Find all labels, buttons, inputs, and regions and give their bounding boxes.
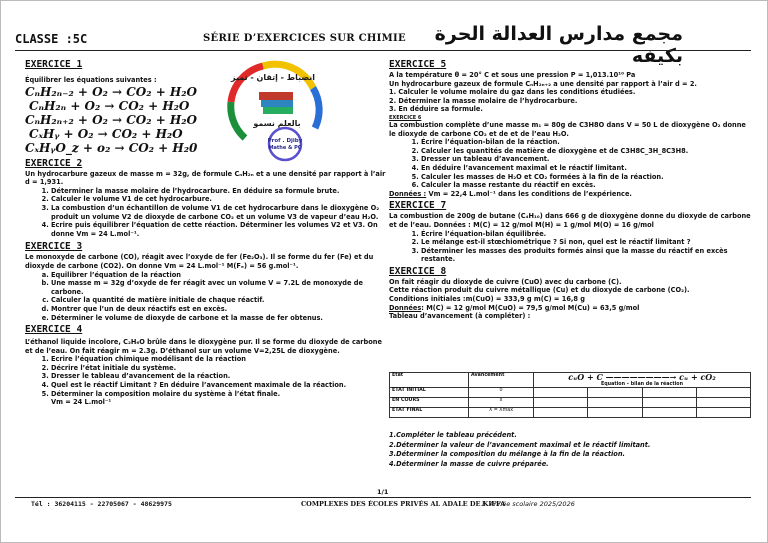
ex8-line3: Conditions initiales :m(CuO) = 333,9 g m(C) = 16,8 g — [389, 295, 586, 304]
footer-complex: COMPLEXES DES ÉCOLES PRIVÉS AL ADALE DE KIFFA — [301, 500, 506, 508]
table-row-state: EN COURS — [390, 398, 469, 408]
ex3-qb: b. Une masse m = 32g d’oxyde de fer réagit avec un volume V = 7.2L de monoxyde de carbone. — [51, 279, 387, 296]
ex2-q4: 4. Ecrire puis équilibrer l’équation de cette réaction. Déterminer les volumes V2 et V3. On donne Vm = 24 L.mol⁻¹. — [51, 221, 387, 238]
ex8-q3: 3.Déterminer la composition du mélange à la fin de la réaction. — [389, 450, 626, 459]
ex2-title: EXERCICE 2 — [25, 157, 83, 169]
ex6-q4: 4. En déduire l’avancement maximal et le réactif limitant. — [421, 164, 751, 173]
logo-prof: Prof . Djiby — [267, 138, 303, 144]
ex4-intro: L’éthanol liquide incolore, C₂H₆O brûle dans le dioxygène pur. Il se forme du dioxyde de carbone et de l’eau. On fait réagir m = 2.3g. D’éthanol sur un volume V=2,25L de dioxygène. — [25, 338, 382, 355]
ex7-q3: 3. Déterminer les masses des produits formés ainsi que la masse du réactif en excès restante. — [421, 247, 751, 264]
table-equation-caption: Equation – bilan de la réaction — [600, 382, 684, 387]
table-equation: cᵤO + C ————————→ cᵤ + cO₂ — [568, 372, 716, 382]
ex3-qd: d. Montrer que l’un de deux réactifs est en excès. — [51, 305, 387, 314]
ex7-title: EXERCICE 7 — [389, 200, 447, 212]
ex8-q2: 2.Déterminer la valeur de l’avancement maximal et le réactif limitant. — [389, 440, 651, 449]
advancement-table — [389, 372, 751, 418]
ex4-q5: 5. Déterminer la composition molaire du système à l’état finale. — [51, 390, 387, 399]
ex6-title: EXERCICE 6 — [389, 114, 422, 121]
ex8-line2: Cette réaction produit du cuivre métallique (Cu) et du dioxyde de carbone (CO₂). — [389, 286, 690, 295]
school-name-arabic: مجمع مدارس العدالة الحرة بكيفه — [434, 23, 683, 67]
ex2-questions — [25, 187, 387, 239]
ex3-title: EXERCICE 3 — [25, 241, 83, 253]
ex2-q3: 3. La combustion d’un échantillon de volume V1 de cet hydrocarbure dans le dioxygène O₂ produit un volume V2 de dioxyde de carbone CO₂ et un volume V3 de vapeur d’eau H₂O. — [51, 204, 387, 221]
ex2-intro: Un hydrocarbure gazeux de masse m = 32g, de formule CₙH₂ₙ et a une densité par rapport à l’air d = 1,931. — [25, 169, 386, 187]
series-title: SÉRIE D’EXERCICES SUR CHIMIE — [203, 33, 406, 44]
footer-rule — [15, 497, 751, 498]
table-row-adv: 0 — [469, 388, 534, 398]
ex7-questions — [389, 230, 751, 264]
table-header-state: Etat — [390, 373, 469, 388]
ex6-q1: 1. Écrire l’équation-bilan de la réaction. — [421, 138, 751, 147]
school-logo — [223, 58, 325, 166]
table-header-advancement: Avancement — [469, 373, 534, 388]
table-row — [390, 408, 751, 418]
ex1-intro: Équilibrer les équations suivantes : — [25, 76, 157, 84]
logo-motto: بالعلم نسمو — [253, 119, 301, 128]
footer-year: 1- Année scolaire 2025/2026 — [481, 500, 575, 508]
class-label: CLASSE :5C — [15, 32, 88, 46]
ex8-q4: 4.Déterminer la masse de cuivre préparée. — [389, 459, 549, 468]
ex1-eq-2: CₙH₂ₙ + O₂ → CO₂ + H₂O — [29, 98, 190, 113]
ex5-q3: 3. En déduire sa formule. — [389, 105, 483, 114]
ex7-intro: La combustion de 200g de butane (C₄H₁₀) dans 666 g de dioxygène donne du dioxyde de carbone et de l’eau. Données : M(C) = 12 g/mol M(H) = 1 g/mol M(O) = 16 g/mol — [389, 212, 751, 229]
ex4-q3: 3. Dresser le tableau d’avancement de la réaction. — [51, 372, 387, 381]
ex8-data-label: Données — [389, 303, 422, 312]
ex8-line1: On fait réagir du dioxyde de cuivre (CuO) avec du carbone (C). — [389, 277, 622, 286]
ex5-q1: 1. Calculer le volume molaire du gaz dans les conditions étudiées. — [389, 88, 636, 97]
ex4-data: Vm = 24 L.mol⁻¹ — [51, 398, 112, 407]
ex4-questions — [25, 355, 387, 398]
logo-slogan: انضباط - إتقان - تميز — [231, 73, 315, 82]
ex5-line1: A la température θ = 20° C et sous une pression P = 1,013.10¹⁰ Pa — [389, 71, 636, 79]
right-column — [389, 57, 751, 321]
ex6-questions — [389, 138, 751, 190]
header-rule — [15, 50, 751, 51]
ex3-qc: c. Calculer la quantité de matière initiale de chaque réactif. — [51, 296, 387, 305]
book-icon — [259, 92, 293, 100]
ex2-q2: 2. Calculer le volume V1 de cet hydrocarbure. — [51, 195, 387, 204]
ex6-q2: 2. Calculer les quantités de matière de dioxygène et de C3H8C_3H_8C3H8. — [421, 147, 751, 156]
ex8-q1: 1.Compléter le tableau précédent. — [389, 431, 517, 439]
ex3-questions — [25, 271, 387, 323]
footer-tel: Tél : 36204115 - 22705067 - 48629975 — [31, 500, 172, 508]
left-column — [25, 57, 387, 407]
ex7-q1: 1. Écrire l’équation-bilan équilibrée. — [421, 230, 751, 239]
ex3-qe: e. Déterminer le volume de dioxyde de carbone et la masse de fer obtenus. — [51, 314, 387, 323]
table-equation-cell — [534, 373, 751, 388]
ex4-q4: 4. Quel est le réactif Limitant ? En déduire l’avancement maximale de la réaction. — [51, 381, 387, 390]
ex8-line5: Tableau d’avancement (à compléter) : — [389, 312, 531, 321]
ex2-q1: 1. Déterminer la masse molaire de l’hydrocarbure. En déduire sa formule brute. — [51, 187, 387, 196]
ex6-q5: 5. Calculer les masses de H₂O et CO₂ formées à la fin de la réaction. — [421, 173, 751, 182]
ex5-line2: Un hydrocarbure gazeux de formule CₙH₂ₙ₊₂ a une densité par rapport à l’air d = 2. — [389, 79, 697, 88]
logo-subject: Mathe & PC — [268, 145, 302, 151]
ex6-q3: 3. Dresser un tableau d’avancement. — [421, 155, 751, 164]
ex4-title: EXERCICE 4 — [25, 324, 83, 336]
page-number: 1/1 — [377, 488, 389, 496]
ex7-q2: 2. Le mélange est-il stœchiométrique ? Si non, quel est le réactif limitant ? — [421, 238, 751, 247]
ex3-intro: Le monoxyde de carbone (CO), réagit avec l’oxyde de fer (Fe₂O₃). Il se forme du fer (Fe) et du dioxyde de carbone (CO2). On donne Vm = 24 L.mol⁻¹ M(Fₑ) = 56 g.mol⁻¹. — [25, 253, 374, 270]
ex3-qa: a. Equilibrer l’équation de la réaction — [51, 271, 387, 280]
table-row-state: ETAT FINAL — [390, 408, 469, 418]
table-row-adv: X = Xmax — [469, 408, 534, 418]
ex8-title: EXERCICE 8 — [389, 265, 447, 277]
table-row-state: ETAT INITIAL — [390, 388, 469, 398]
ex4-q2: 2. Décrire l’état initiale du système. — [51, 364, 387, 373]
ex6-data-label: Données : — [389, 189, 427, 198]
ex1-eq-1: CₙH₂ₙ₋₂ + O₂ → CO₂ + H₂O — [25, 84, 197, 99]
ex1-eq-5: CₓHᵧO_z + o₂ → CO₂ + H₂0 — [25, 140, 198, 155]
ex8-data: : M(C) = 12 g/mol M(CuO) = 79,5 g/mol M(Cu) = 63,5 g/mol — [421, 303, 640, 312]
ex1-eq-4: CₓHᵧ + O₂ → CO₂ + H₂O — [29, 126, 183, 141]
ex6-intro: La combustion complète d’une masse m₁ = 80g de C3H8O dans V = 50 L de dioxygène O₂ donne le dioxyde de carbone CO₂ et de et de l’eau H₂O. — [389, 120, 746, 138]
ex4-q1: 1. Ecrire l’équation chimique modélisant de la réaction — [51, 355, 387, 364]
table-row — [390, 388, 751, 398]
ex5-title: EXERCICE 5 — [389, 59, 447, 70]
ex1-title: EXERCICE 1 — [25, 59, 83, 70]
ex6-data: Vm = 22,4 L.mol⁻¹ dans les conditions de l’expérience. — [428, 189, 632, 198]
table-row-adv: x — [469, 398, 534, 408]
table-row — [390, 398, 751, 408]
ex8-questions — [389, 431, 751, 469]
ex6-q6: 6. Calculer la masse restante du réactif en excès. — [421, 181, 751, 190]
ex1-eq-3: CₙH₂ₙ₊₂ + O₂ → CO₂ + H₂O — [25, 112, 197, 127]
ex5-q2: 2. Déterminer la masse molaire de l’hydrocarbure. — [389, 96, 578, 105]
